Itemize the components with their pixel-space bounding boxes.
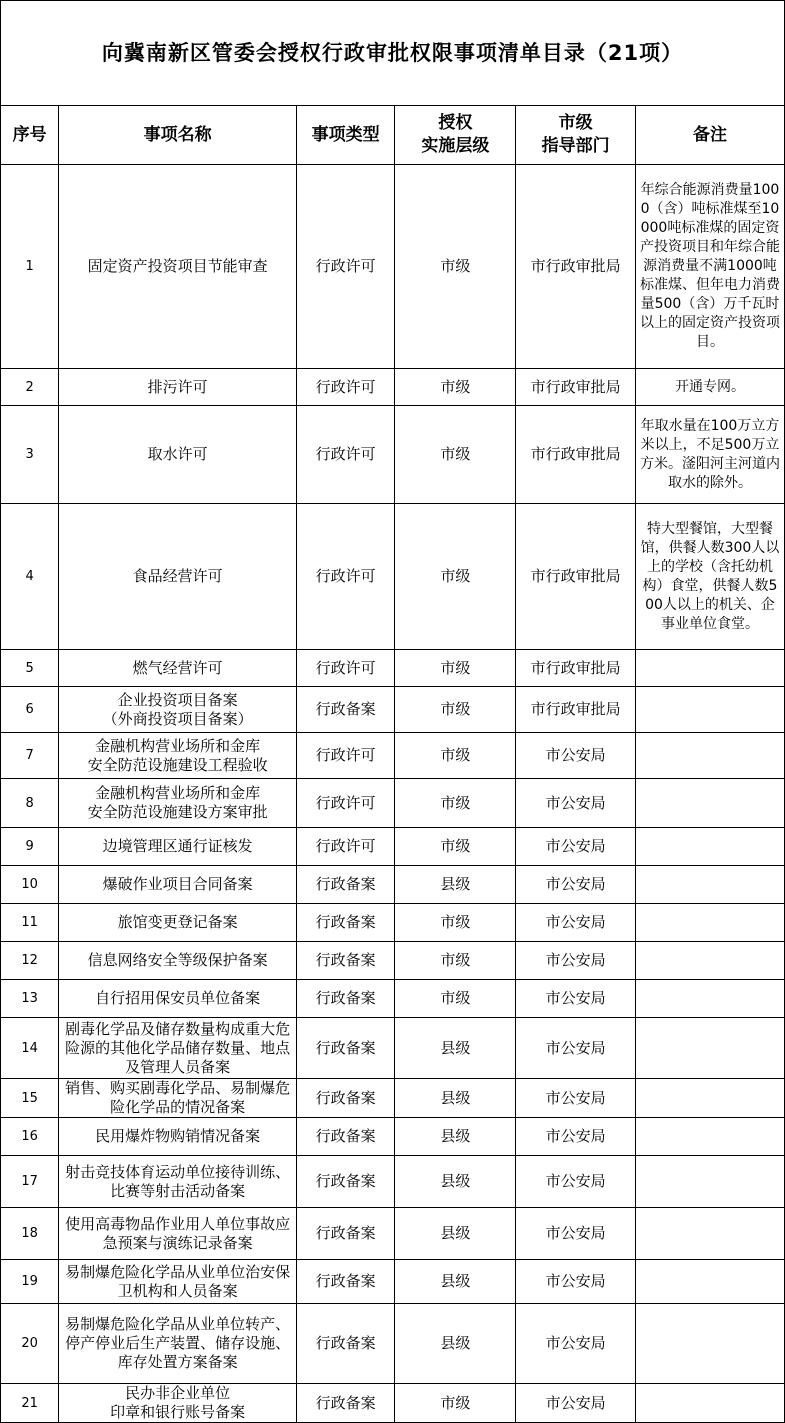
header-level: 授权 实施层级	[395, 106, 516, 165]
table-row	[1, 406, 785, 504]
row-level: 市级	[395, 733, 516, 779]
row-note	[635, 942, 784, 980]
row-item-name: 剧毒化学品及储存数量构成重大危险源的其他化学品储存数量、地点及管理人员备案	[59, 1018, 297, 1079]
row-item-type: 行政许可	[296, 828, 395, 866]
row-seq: 20	[1, 1304, 59, 1384]
row-item-name: 排污许可	[59, 369, 297, 406]
row-item-name: 边境管理区通行证核发	[59, 828, 297, 866]
header-note: 备注	[635, 106, 784, 165]
row-item-name: 自行招用保安员单位备案	[59, 980, 297, 1018]
row-dept: 市公安局	[516, 1260, 636, 1304]
row-dept: 市行政审批局	[516, 369, 636, 406]
table-row	[1, 942, 785, 980]
title-row	[1, 1, 785, 106]
row-level: 市级	[395, 904, 516, 942]
row-item-type: 行政许可	[296, 733, 395, 779]
row-note	[635, 1304, 784, 1384]
header-row	[1, 106, 785, 165]
row-level: 县级	[395, 1156, 516, 1208]
row-seq: 15	[1, 1079, 59, 1118]
table-body	[1, 165, 785, 1423]
row-note	[635, 650, 784, 687]
row-seq: 14	[1, 1018, 59, 1079]
header-seq: 序号	[1, 106, 59, 165]
row-item-name: 使用高毒物品作业用人单位事故应急预案与演练记录备案	[59, 1208, 297, 1260]
header-dept: 市级 指导部门	[516, 106, 636, 165]
row-item-type: 行政备案	[296, 1018, 395, 1079]
row-dept: 市公安局	[516, 1208, 636, 1260]
row-note	[635, 1156, 784, 1208]
row-dept: 市行政审批局	[516, 165, 636, 369]
row-dept: 市行政审批局	[516, 406, 636, 504]
row-seq: 6	[1, 687, 59, 733]
row-note: 年综合能源消费量1000（含）吨标准煤至10000吨标准煤的固定资产投资项目和年综合能源消费量不满1000吨标准煤、但年电力消费量500（含）万千瓦时以上的固定资产投资项目。	[635, 165, 784, 369]
row-note	[635, 1384, 784, 1423]
row-item-type: 行政备案	[296, 1079, 395, 1118]
row-level: 市级	[395, 687, 516, 733]
row-seq: 10	[1, 866, 59, 904]
row-item-name: 易制爆危险化学品从业单位治安保卫机构和人员备案	[59, 1260, 297, 1304]
row-level: 县级	[395, 1260, 516, 1304]
row-note	[635, 1018, 784, 1079]
row-dept: 市公安局	[516, 866, 636, 904]
row-item-name: 取水许可	[59, 406, 297, 504]
row-dept: 市公安局	[516, 904, 636, 942]
row-level: 市级	[395, 942, 516, 980]
row-note	[635, 1118, 784, 1156]
row-seq: 9	[1, 828, 59, 866]
row-note	[635, 980, 784, 1018]
row-seq: 1	[1, 165, 59, 369]
row-item-name: 燃气经营许可	[59, 650, 297, 687]
table-row	[1, 1156, 785, 1208]
row-note	[635, 866, 784, 904]
row-dept: 市行政审批局	[516, 650, 636, 687]
row-level: 市级	[395, 504, 516, 650]
row-seq: 17	[1, 1156, 59, 1208]
row-item-name: 旅馆变更登记备案	[59, 904, 297, 942]
row-item-type: 行政备案	[296, 1304, 395, 1384]
row-dept: 市行政审批局	[516, 504, 636, 650]
table-row	[1, 904, 785, 942]
row-item-name: 金融机构营业场所和金库 安全防范设施建设方案审批	[59, 779, 297, 828]
row-level: 县级	[395, 1079, 516, 1118]
row-note	[635, 904, 784, 942]
row-item-type: 行政许可	[296, 650, 395, 687]
row-item-name: 食品经营许可	[59, 504, 297, 650]
page-title: 向冀南新区管委会授权行政审批权限事项清单目录（21项）	[1, 1, 785, 106]
table-row	[1, 779, 785, 828]
table-row	[1, 1079, 785, 1118]
row-seq: 11	[1, 904, 59, 942]
row-level: 县级	[395, 1118, 516, 1156]
row-item-type: 行政备案	[296, 980, 395, 1018]
row-item-name: 销售、购买剧毒化学品、易制爆危险化学品的情况备案	[59, 1079, 297, 1118]
header-name: 事项名称	[59, 106, 297, 165]
row-dept: 市公安局	[516, 1118, 636, 1156]
row-seq: 2	[1, 369, 59, 406]
row-level: 市级	[395, 980, 516, 1018]
table-row	[1, 1384, 785, 1423]
table-row	[1, 687, 785, 733]
table-row	[1, 650, 785, 687]
table-row	[1, 369, 785, 406]
row-level: 市级	[395, 165, 516, 369]
row-dept: 市公安局	[516, 828, 636, 866]
row-dept: 市公安局	[516, 1384, 636, 1423]
table-row	[1, 1260, 785, 1304]
row-item-name: 民办非企业单位 印章和银行账号备案	[59, 1384, 297, 1423]
row-seq: 19	[1, 1260, 59, 1304]
row-dept: 市公安局	[516, 1304, 636, 1384]
row-seq: 18	[1, 1208, 59, 1260]
table-row	[1, 504, 785, 650]
row-seq: 7	[1, 733, 59, 779]
row-item-type: 行政许可	[296, 779, 395, 828]
row-item-type: 行政许可	[296, 369, 395, 406]
table-row	[1, 1304, 785, 1384]
row-item-type: 行政备案	[296, 942, 395, 980]
row-note	[635, 828, 784, 866]
row-seq: 3	[1, 406, 59, 504]
table-row	[1, 1018, 785, 1079]
table-row	[1, 733, 785, 779]
row-item-type: 行政备案	[296, 1156, 395, 1208]
row-dept: 市公安局	[516, 980, 636, 1018]
row-level: 市级	[395, 1384, 516, 1423]
table-row	[1, 165, 785, 369]
row-note	[635, 779, 784, 828]
row-item-name: 固定资产投资项目节能审查	[59, 165, 297, 369]
table-row	[1, 980, 785, 1018]
row-item-name: 信息网络安全等级保护备案	[59, 942, 297, 980]
row-note: 年取水量在100万立方米以上，不足500万立方米。滏阳河主河道内取水的除外。	[635, 406, 784, 504]
row-item-type: 行政备案	[296, 1384, 395, 1423]
row-dept: 市公安局	[516, 733, 636, 779]
row-dept: 市行政审批局	[516, 687, 636, 733]
row-level: 市级	[395, 828, 516, 866]
row-seq: 13	[1, 980, 59, 1018]
row-level: 县级	[395, 866, 516, 904]
row-item-type: 行政备案	[296, 1118, 395, 1156]
row-note	[635, 687, 784, 733]
row-dept: 市公安局	[516, 1018, 636, 1079]
row-note: 特大型餐馆，大型餐馆，供餐人数300人以上的学校（含托幼机构）食堂，供餐人数500人以上的机关、企事业单位食堂。	[635, 504, 784, 650]
row-item-type: 行政许可	[296, 504, 395, 650]
row-level: 市级	[395, 779, 516, 828]
row-dept: 市公安局	[516, 942, 636, 980]
header-type: 事项类型	[296, 106, 395, 165]
row-dept: 市公安局	[516, 1156, 636, 1208]
row-level: 县级	[395, 1208, 516, 1260]
table-row	[1, 866, 785, 904]
row-item-name: 民用爆炸物购销情况备案	[59, 1118, 297, 1156]
row-dept: 市公安局	[516, 1079, 636, 1118]
row-seq: 5	[1, 650, 59, 687]
row-item-name: 金融机构营业场所和金库 安全防范设施建设工程验收	[59, 733, 297, 779]
row-item-name: 爆破作业项目合同备案	[59, 866, 297, 904]
row-level: 县级	[395, 1304, 516, 1384]
row-level: 县级	[395, 1018, 516, 1079]
row-seq: 4	[1, 504, 59, 650]
row-item-name: 易制爆危险化学品从业单位转产、停产停业后生产装置、储存设施、库存处置方案备案	[59, 1304, 297, 1384]
row-seq: 16	[1, 1118, 59, 1156]
table-row	[1, 1208, 785, 1260]
row-level: 市级	[395, 406, 516, 504]
row-item-type: 行政备案	[296, 866, 395, 904]
row-item-type: 行政备案	[296, 904, 395, 942]
row-dept: 市公安局	[516, 779, 636, 828]
row-item-name: 企业投资项目备案 （外商投资项目备案）	[59, 687, 297, 733]
row-note: 开通专网。	[635, 369, 784, 406]
row-note	[635, 1079, 784, 1118]
row-note	[635, 1260, 784, 1304]
row-item-type: 行政备案	[296, 1208, 395, 1260]
table-row	[1, 828, 785, 866]
row-note	[635, 733, 784, 779]
row-note	[635, 1208, 784, 1260]
row-item-name: 射击竞技体育运动单位接待训练、比赛等射击活动备案	[59, 1156, 297, 1208]
row-level: 市级	[395, 650, 516, 687]
row-seq: 12	[1, 942, 59, 980]
row-item-type: 行政备案	[296, 1260, 395, 1304]
row-item-type: 行政备案	[296, 687, 395, 733]
table-row	[1, 1118, 785, 1156]
row-item-type: 行政许可	[296, 165, 395, 369]
row-seq: 21	[1, 1384, 59, 1423]
row-item-type: 行政许可	[296, 406, 395, 504]
row-level: 市级	[395, 369, 516, 406]
row-seq: 8	[1, 779, 59, 828]
